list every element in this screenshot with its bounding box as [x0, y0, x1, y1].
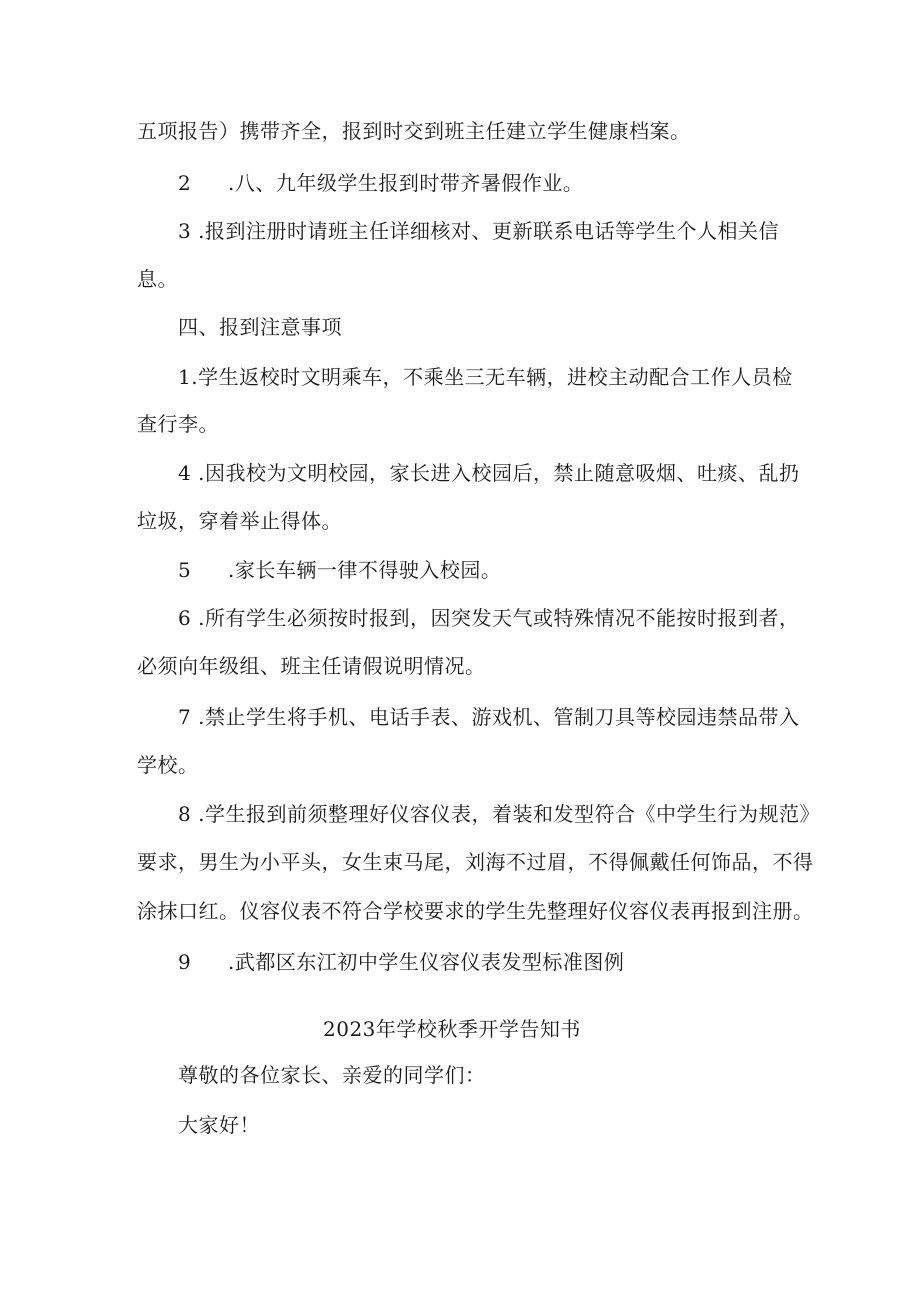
paragraph-line: 息。: [137, 267, 178, 291]
list-item-number: 2: [178, 171, 192, 195]
paragraph-line: 垃圾，穿着举止得体。: [137, 509, 342, 533]
list-item-number: 9: [178, 950, 192, 974]
list-item-text: .武都区东江初中学生仪容仪表发型标准图例: [228, 950, 625, 974]
paragraph-line: 学校。: [137, 753, 199, 777]
greeting: 大家好！: [178, 1113, 260, 1137]
paragraph-line: 查行李。: [137, 412, 219, 436]
list-item-text: .八、九年级学生报到时带齐暑假作业。: [228, 171, 584, 195]
list-item-text: .家长车辆一律不得驶入校园。: [228, 558, 502, 582]
salutation: 尊敬的各位家长、亲爱的同学们：: [178, 1063, 486, 1087]
list-item-text: 3 .报到注册时请班主任详细核对、更新联系电话等学生个人相关信: [178, 219, 779, 243]
paragraph-line: 涂抹口红。仪容仪表不符合学校要求的学生先整理好仪容仪表再报到注册。: [137, 899, 814, 923]
list-item-number: 5: [178, 558, 192, 582]
paragraph-line: 要求，男生为小平头，女生束马尾，刘海不过眉，不得佩戴任何饰品，不得: [137, 850, 814, 874]
notice-title: 2023年学校秋季开学告知书: [323, 1017, 581, 1041]
paragraph-line: 必须向年级组、班主任请假说明情况。: [137, 654, 486, 678]
paragraph-line: 五项报告）携带齐全，报到时交到班主任建立学生健康档案。: [137, 119, 691, 143]
list-item-text: 4 .因我校为文明校园，家长进入校园后，禁止随意吸烟、吐痰、乱扔: [178, 461, 800, 485]
section-heading: 四、报到注意事项: [178, 315, 342, 339]
list-item-text: 8 .学生报到前须整理好仪容仪表，着装和发型符合《中学生行为规范》: [178, 802, 820, 826]
list-item-text: 6 .所有学生必须按时报到，因突发天气或特殊情况不能按时报到者，: [178, 606, 800, 630]
list-item-text: 1.学生返校时文明乘车，不乘坐三无车辆，进校主动配合工作人员检: [178, 365, 793, 389]
list-item-text: 7 .禁止学生将手机、电话手表、游戏机、管制刀具等校园违禁品带入: [178, 705, 800, 729]
